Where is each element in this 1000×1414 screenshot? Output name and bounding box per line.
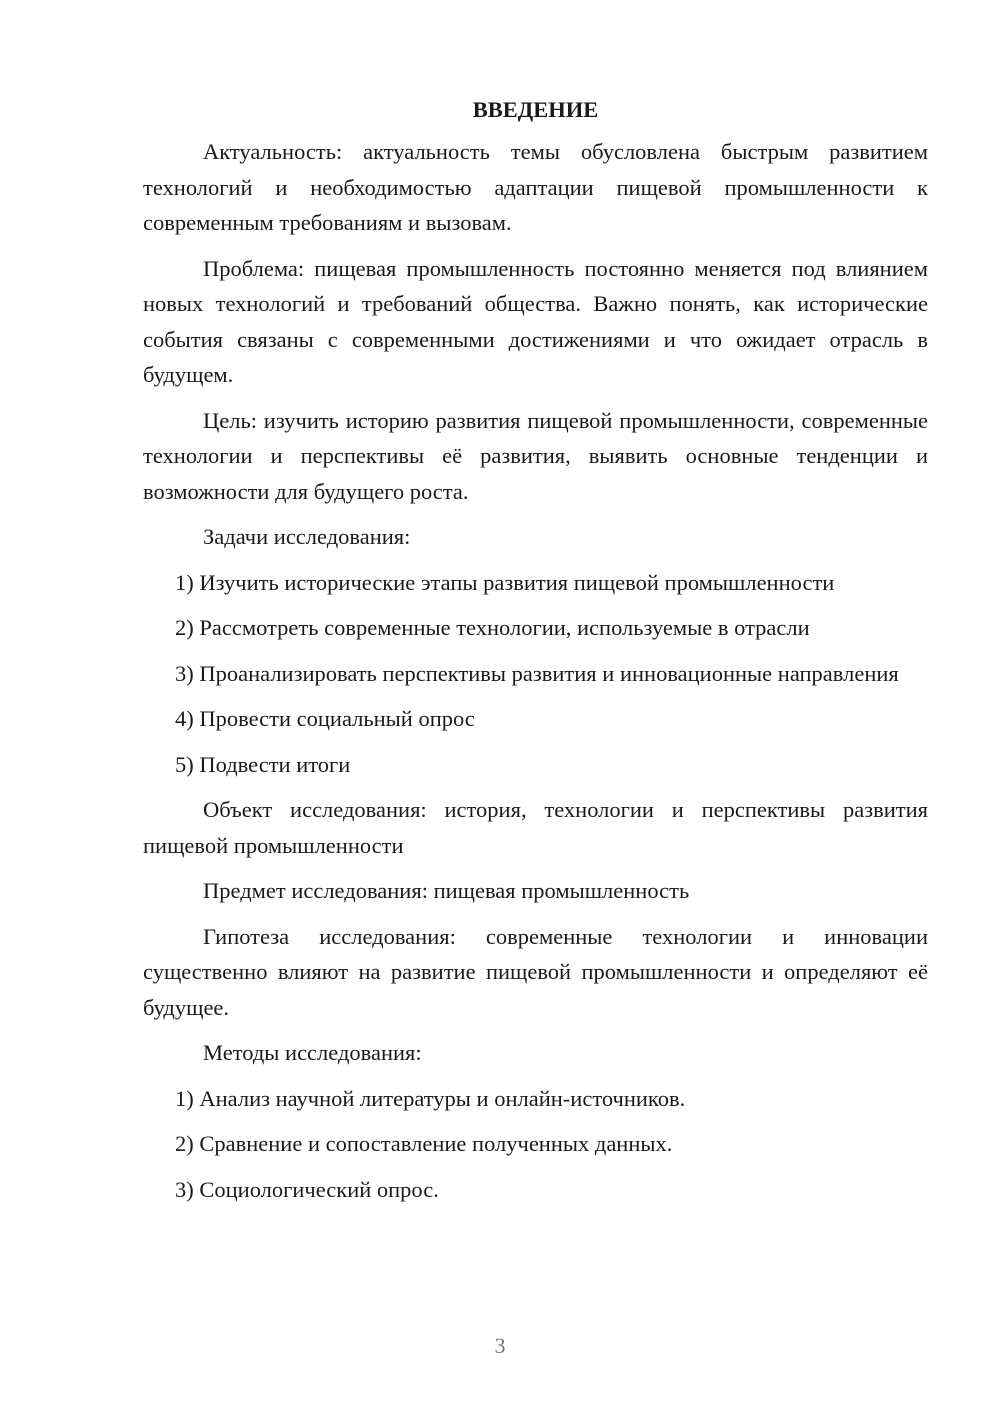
hypothesis-paragraph: Гипотеза исследования: современные технологии и инновации существенно влияют на развитие пищевой промышленности и определяют её будущее. (143, 923, 928, 1020)
goal-paragraph: Цель: изучить историю развития пищевой промышленности, современные технологии и перспективы её развития, выявить основные тенденции и возможности для будущего роста. (143, 407, 928, 504)
methods-heading: Методы исследования: (203, 1040, 422, 1065)
task-item: 3) Проанализировать перспективы развития и инновационные направления (175, 660, 899, 686)
object-paragraph: Объект исследования: история, технологии и перспективы развития пищевой промышленности (143, 797, 928, 858)
tasks-heading: Задачи исследования: (203, 524, 411, 549)
method-item: 3) Социологический опрос. (175, 1176, 439, 1202)
section-title: ВВЕДЕНИЕ (472, 97, 599, 122)
page-number: 3 (494, 1333, 506, 1358)
relevance-paragraph: Актуальность: актуальность темы обусловлена быстрым развитием технологий и необходимостью адаптации пищевой промышленности к современным требованиям и вызовам. (143, 139, 928, 235)
problem-paragraph: Проблема: пищевая промышленность постоянно меняется под влиянием новых технологий и требований общества. Важно понять, как исторические события связаны с современными достижениями и что ожидает отрасль в будущем. (143, 255, 928, 387)
subject-paragraph: Предмет исследования: пищевая промышленность (203, 878, 690, 903)
method-item: 2) Сравнение и сопоставление полученных данных. (175, 1131, 673, 1156)
task-item: 5) Подвести итоги (175, 751, 351, 777)
method-item: 1) Анализ научной литературы и онлайн-источников. (175, 1085, 686, 1111)
page-content (143, 92, 928, 1217)
task-item: 1) Изучить исторические этапы развития пищевой промышленности (175, 569, 835, 595)
task-item: 4) Провести социальный опрос (175, 706, 475, 731)
task-item: 2) Рассмотреть современные технологии, используемые в отрасли (175, 615, 810, 640)
